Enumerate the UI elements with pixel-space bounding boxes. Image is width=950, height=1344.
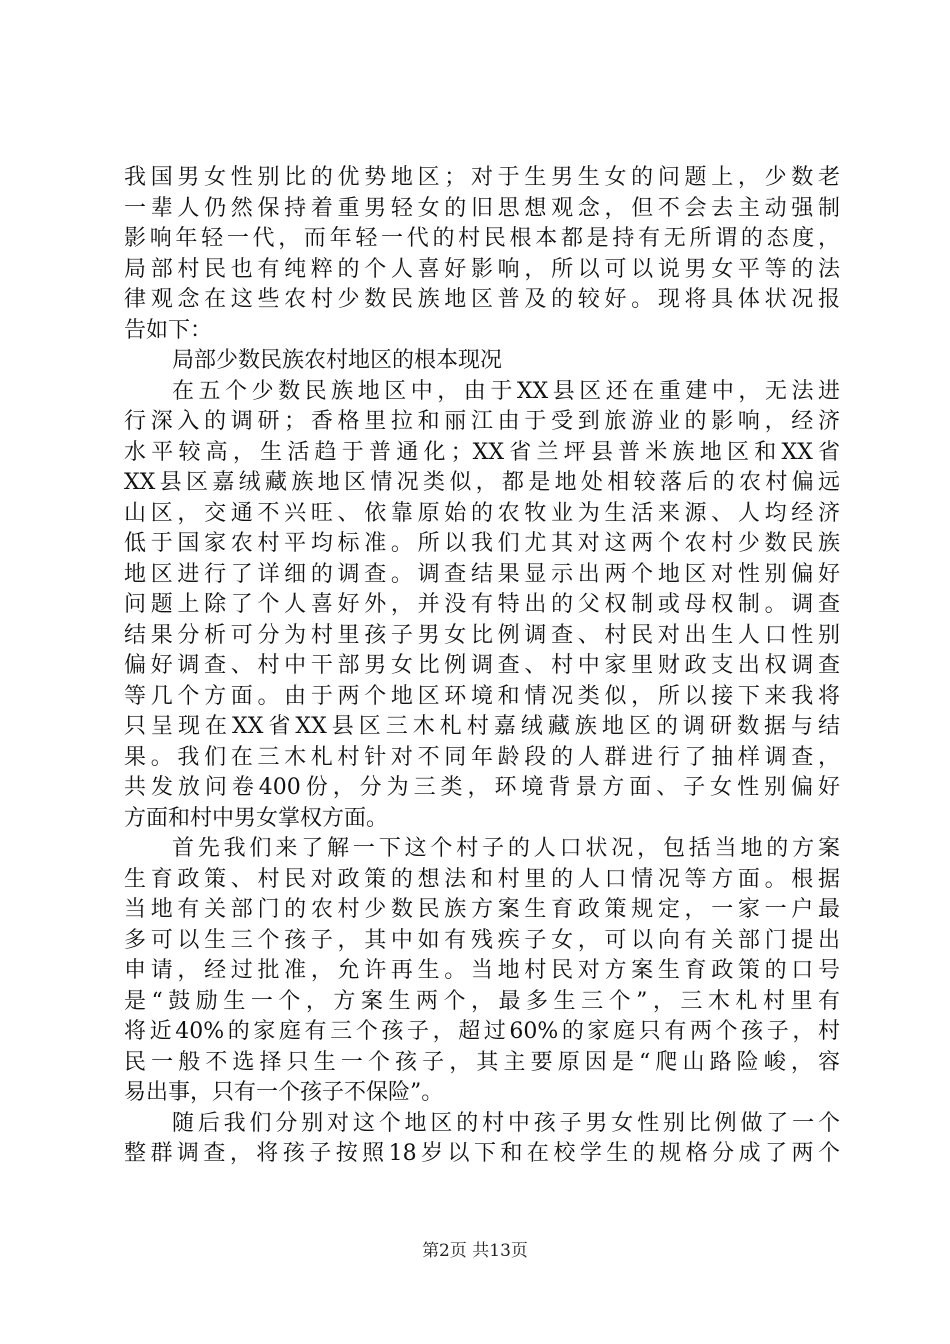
text-line: 山区，交通不兴旺、依靠原始的农牧业为生活来源、人均经济	[124, 500, 840, 526]
text-line: 随后我们分别对这个地区的村中孩子男女性别比例做了一个	[172, 1110, 840, 1136]
text-line: 水平较高，生活趋于普通化；XX省兰坪县普米族地区和XX省	[124, 439, 840, 465]
text-line: 局部少数民族农村地区的根本现况	[172, 348, 503, 373]
text-line: 我国男女性别比的优势地区；对于生男生女的问题上，少数老	[124, 165, 840, 190]
text-line: 只呈现在XX省XX县区三木札村嘉绒藏族地区的调研数据与结	[124, 714, 840, 739]
text-line: 方面和村中男女掌权方面。	[124, 805, 389, 831]
text-line: 整群调查，将孩子按照18岁以下和在校学生的规格分成了两个	[124, 1141, 840, 1166]
text-line: 果。我们在三木札村针对不同年龄段的人群进行了抽样调查，	[124, 744, 840, 770]
page-footer: 第2页 共13页	[422, 1241, 528, 1261]
text-line: 是“鼓励生一个，方案生两个，最多生三个”，三木札村里有	[124, 988, 840, 1014]
text-line: 低于国家农村平均标准。所以我们尤其对这两个农村少数民族	[124, 531, 840, 556]
text-line: 等几个方面。由于两个地区环境和情况类似，所以接下来我将	[124, 683, 840, 709]
text-line: XX县区嘉绒藏族地区情况类似，都是地处相较落后的农村偏远	[124, 470, 840, 495]
text-line: 律观念在这些农村少数民族地区普及的较好。现将具体状况报	[124, 287, 840, 312]
text-line: 首先我们来了解一下这个村子的人口状况，包括当地的方案	[172, 836, 840, 861]
body-text	[124, 163, 840, 1170]
text-line: 民一般不选择只生一个孩子，其主要原因是“爬山路险峻，容	[124, 1049, 840, 1075]
text-line: 当地有关部门的农村少数民族方案生育政策规定，一家一户最	[124, 897, 840, 922]
text-line: 将近40%的家庭有三个孩子，超过60%的家庭只有两个孩子，村	[124, 1019, 840, 1044]
text-line: 申请，经过批准，允许再生。当地村民对方案生育政策的口号	[124, 958, 840, 983]
text-line: 偏好调查、村中干部男女比例调查、村中家里财政支出权调查	[124, 653, 840, 678]
text-line: 影响年轻一代，而年轻一代的村民根本都是持有无所谓的态度，	[124, 226, 840, 251]
text-line: 易出事，只有一个孩子不保险”。	[124, 1080, 444, 1105]
text-line: 行深入的调研；香格里拉和丽江由于受到旅游业的影响，经济	[124, 409, 840, 434]
text-line: 结果分析可分为村里孩子男女比例调查、村民对出生人口性别	[124, 622, 840, 648]
text-line: 问题上除了个人喜好外，并没有特出的父权制或母权制。调查	[124, 592, 840, 617]
text-line: 共发放问卷400份，分为三类，环境背景方面、子女性别偏好	[124, 775, 840, 800]
text-line: 生育政策、村民对政策的想法和村里的人口情况等方面。根据	[124, 866, 840, 892]
text-line: 地区进行了详细的调查。调查结果显示出两个地区对性别偏好	[124, 561, 840, 587]
text-line: 多可以生三个孩子，其中如有残疾子女，可以向有关部门提出	[124, 927, 840, 953]
text-line: 在五个少数民族地区中，由于XX县区还在重建中，无法进	[172, 378, 840, 404]
text-line: 告如下：	[124, 317, 213, 343]
text-line: 一辈人仍然保持着重男轻女的旧思想观念，但不会去主动强制	[124, 195, 840, 221]
text-line: 局部村民也有纯粹的个人喜好影响，所以可以说男女平等的法	[124, 256, 840, 282]
